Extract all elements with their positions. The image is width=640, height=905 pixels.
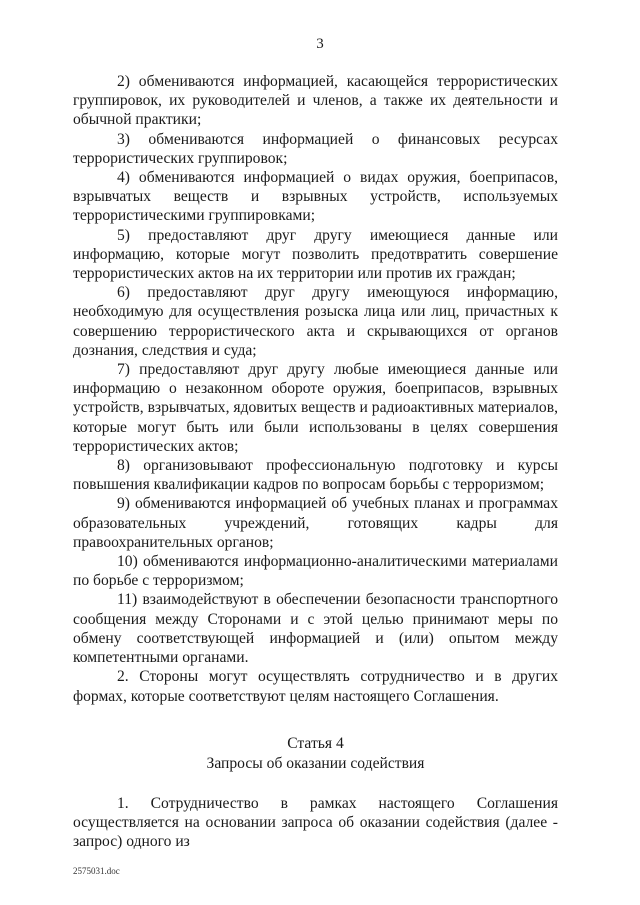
article-body bbox=[73, 794, 558, 852]
article-heading bbox=[73, 734, 558, 773]
list-item-3: 3) обмениваются информацией о финансовых ресурсах террористических группировок; bbox=[73, 130, 558, 167]
list-item-6: 6) предоставляют друг другу имеющуюся информацию, необходимую для осуществления розыска лица или лиц, причастных к совершению террористического акта и скрывающихся от органов дознания, следствия и суда; bbox=[73, 284, 558, 359]
article-clause-1: 1. Сотрудничество в рамках настоящего Соглашения осуществляется на основании запроса об оказании содействия (далее - запрос) одного из bbox=[73, 795, 558, 851]
list-item-2: 2) обмениваются информацией, касающейся террористических группировок, их руководителей и членов, а также их деятельности и обычной практики; bbox=[73, 73, 558, 129]
list-item-9: 9) обмениваются информацией об учебных планах и программах образовательных учреждений, готовящих кадры для правоохранительных органов; bbox=[73, 495, 558, 551]
list-item-4: 4) обмениваются информацией о видах оружия, боеприпасов, взрывчатых веществ и взрывных устройств, используемых террористическими группировками; bbox=[73, 169, 558, 225]
list-item-10: 10) обмениваются информационно-аналитическими материалами по борьбе с терроризмом; bbox=[73, 553, 558, 590]
page-number: 3 bbox=[316, 36, 324, 52]
article-number: Статья 4 bbox=[287, 735, 344, 752]
list-item-7: 7) предоставляют друг другу любые имеющиеся данные или информацию о незаконном обороте оружия, боеприпасов, взрывных устройств, взрывчатых, ядовитых веществ и радиоактивных материалов, которые могут быть или были использованы в целях совершения террористических актов; bbox=[73, 361, 558, 455]
list-item-5: 5) предоставляют друг другу имеющиеся данные или информацию, которые могут позволить предотвратить совершение террористических актов на их территории или против их граждан; bbox=[73, 226, 558, 283]
list-item-11: 11) взаимодействуют в обеспечении безопасности транспортного сообщения между Сторонами и с этой целью принимают меры по обмену соответствующей информацией и (или) опытом между компетентными органами. bbox=[73, 591, 558, 667]
document-filename: 2575031.doc bbox=[73, 866, 120, 876]
clause-2-paragraph: 2. Стороны могут осуществлять сотрудничество и в других формах, которые соответствуют целям настоящего Соглашения. bbox=[73, 668, 558, 705]
list-item-8: 8) организовывают профессиональную подготовку и курсы повышения квалификации кадров по вопросам борьбы с терроризмом; bbox=[73, 457, 558, 494]
article-title: Запросы об оказании содействия bbox=[206, 754, 425, 772]
document-body bbox=[73, 72, 558, 706]
